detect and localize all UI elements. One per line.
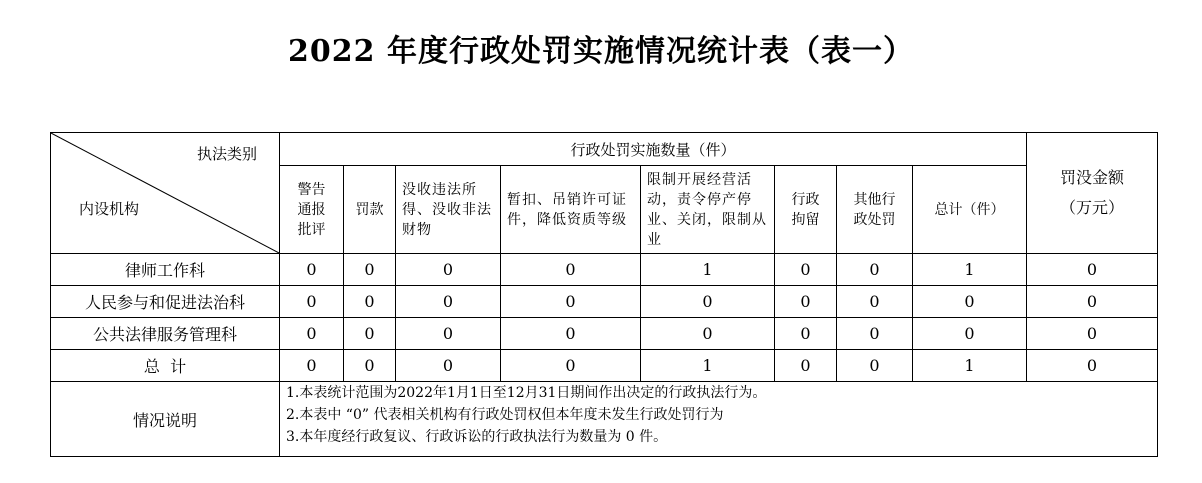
table-cell: 1 [641,350,775,382]
col-header-license-revocation: 暂扣、吊销许可证件，降低资质等级 [501,166,641,254]
corner-department-label: 内设机构 [79,200,140,218]
table-cell: 0 [396,286,501,318]
table-cell: 0 [396,318,501,350]
table-cell: 0 [280,318,344,350]
table-cell: 0 [775,350,837,382]
table-cell: 0 [913,318,1027,350]
table-cell: 0 [280,350,344,382]
table-cell: 0 [641,286,775,318]
table-cell: 1 [913,254,1027,286]
col-header-other-text: 其他行 政处罚 [853,191,896,228]
amount-column-header [1027,133,1158,254]
col-header-warning [280,166,344,254]
table-cell: 0 [837,350,913,382]
penalty-stats-table [50,132,1158,457]
table-cell: 0 [396,254,501,286]
note-line: 3.本年度经行政复议、行政诉讼的行政执法行为数量为 0 件。 [286,429,668,445]
amount-header-line2: （万元） [1060,198,1125,217]
row-department-name: 律师工作科 [51,254,280,286]
col-header-detention-text: 行政 拘留 [791,191,820,228]
table-cell: 0 [1027,254,1158,286]
table-row-total [51,350,1158,382]
penalty-count-group-header: 行政处罚实施数量（件） [280,133,1027,166]
table-cell: 0 [344,286,396,318]
table-cell: 0 [837,318,913,350]
col-header-warning-text: 警告 通报 批评 [297,181,326,238]
table-cell: 0 [396,350,501,382]
page-title: 2022 年度行政处罚实施情况统计表（表一） [288,34,914,69]
table-cell: 1 [913,350,1027,382]
col-header-fine: 罚款 [344,166,396,254]
table-cell: 0 [501,254,641,286]
table-row [51,286,1158,318]
table-cell: 0 [344,350,396,382]
notes-label: 情况说明 [51,382,280,457]
table-cell: 0 [280,286,344,318]
table-cell: 0 [837,254,913,286]
table-cell: 0 [344,318,396,350]
table-row [51,254,1158,286]
note-line: 2.本表中 “0” 代表相关机构有行政处罚权但本年度未发生行政处罚行为 [286,407,724,423]
row-department-name: 公共法律服务管理科 [51,318,280,350]
table-cell: 0 [501,350,641,382]
table-corner-header [51,133,280,254]
table-cell: 0 [775,286,837,318]
table-row [51,318,1158,350]
table-cell: 0 [1027,350,1158,382]
col-header-total: 总计（件） [913,166,1027,254]
table-cell: 0 [280,254,344,286]
amount-header-line1: 罚没金额 [1060,168,1125,187]
table-cell: 0 [775,318,837,350]
table-cell: 0 [1027,318,1158,350]
corner-category-label: 执法类别 [196,145,257,163]
table-cell: 0 [775,254,837,286]
col-header-detention [775,166,837,254]
col-header-other [837,166,913,254]
row-department-name: 人民参与和促进法治科 [51,286,280,318]
table-cell: 0 [501,286,641,318]
table-cell: 0 [501,318,641,350]
table-cell: 0 [641,318,775,350]
table-cell: 0 [913,286,1027,318]
table-cell: 1 [641,254,775,286]
col-header-confiscation: 没收违法所得、没收非法财物 [396,166,501,254]
table-cell: 0 [837,286,913,318]
table-cell: 0 [1027,286,1158,318]
col-header-business-restriction: 限制开展经营活动，责令停产停业、关闭，限制从业 [641,166,775,254]
note-line: 1.本表统计范围为2022年1月1日至12月31日期间作出决定的行政执法行为。 [286,385,767,401]
notes-content [280,382,1158,457]
row-total-label: 总 计 [51,350,280,382]
table-cell: 0 [344,254,396,286]
